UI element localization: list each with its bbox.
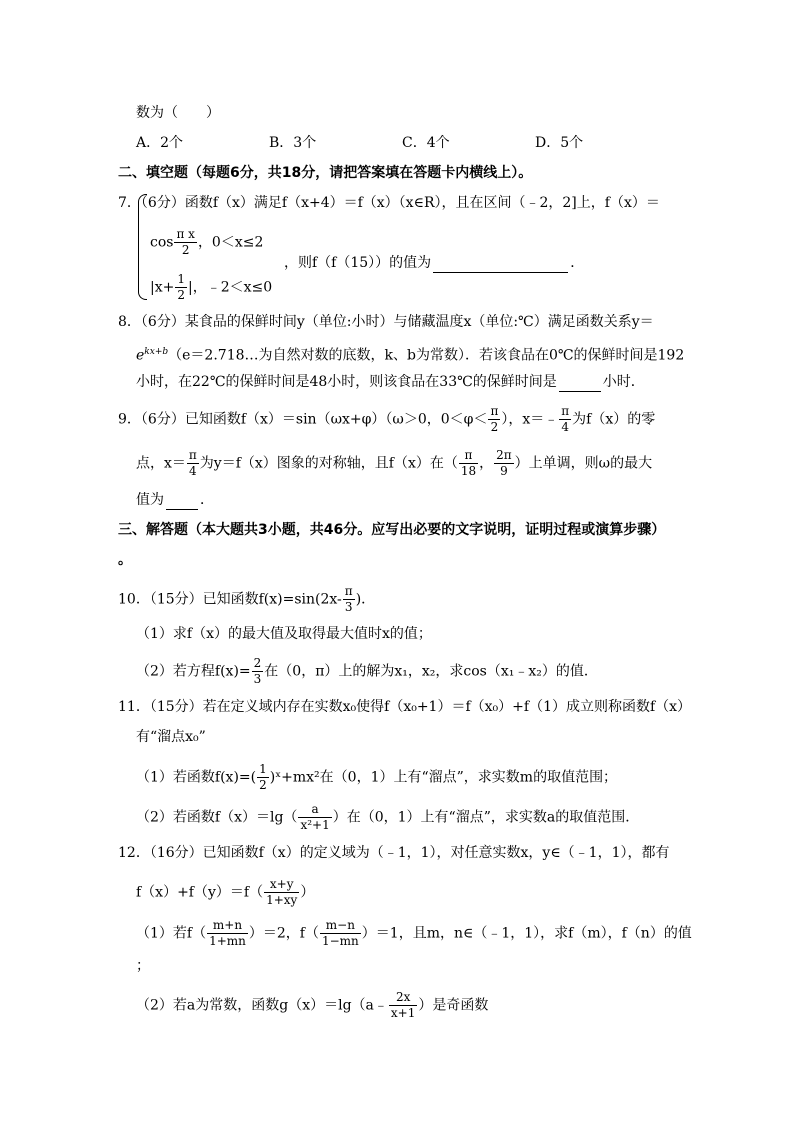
q7-answer-blank[interactable] (433, 258, 568, 273)
option-a: A．2个 (136, 135, 184, 151)
q12-line1: 12．（16分）已知函数f（x）的定义域为（﹣1，1），对任意实数x，y∈（﹣1，1），都有 (118, 845, 670, 861)
q10-sub1: （1）求f（x）的最大值及取得最大值时x的值； (136, 626, 432, 642)
q12-sub1-end: ； (136, 958, 150, 974)
q10-sub2: （2）若方程f(x)= $\frac{2}{3}$ 在（0，π）上的解为x₁，x₂，求cos（x₁﹣x₂）的值． (136, 656, 598, 686)
q7-tail: ，则f（f（15））的值为 ． (284, 255, 585, 271)
q9-line3: 值为 ． (136, 492, 214, 508)
q9-line2: 点，x＝ $\frac{\pi}{4}$ 为y＝f（x）图象的对称轴，且f（x）在（ $\frac{\pi}{18}$ ， $\frac{2\pi}{9}$ ）上单调，则ω的最大 (136, 448, 653, 478)
q7-case2: |x+ $\frac{1}{2}$ |，﹣2＜x≤0 (150, 272, 273, 302)
section-2-title: 二、填空题（每题6分，共18分，请把答案填在答题卡内横线上）。 (118, 165, 533, 181)
q7-case1: cos $\frac{\text{π x}}{2}$ ，0＜x≤2 (150, 227, 264, 257)
option-b: B．3个 (269, 135, 317, 151)
q11-sub2: （2）若函数f（x）＝lg（ $\frac{a}{\text{x²+1}}$ ）在（0，1）上有“溜点”，求实数a的取值范围． (136, 802, 640, 832)
q8-line1: 8．（6分）某食品的保鲜时间y（单位:小时）与储藏温度x（单位:℃）满足函数关系y＝ (118, 314, 654, 330)
q6-options (136, 133, 668, 153)
q11-line2: 有“溜点x₀” (136, 729, 206, 745)
q7-brace (138, 194, 147, 300)
q8-answer-blank[interactable] (559, 377, 601, 392)
q6-tail: 数为（ ） (136, 105, 220, 121)
q7-line1: 7．（6分）函数f（x）满足f（x+4）＝f（x）（x∈R），且在区间（﹣2，2]上，f（x）＝ (118, 195, 660, 211)
q11-sub1: （1）若函数f(x)=( $\frac{1}{2}$ )ˣ+mx²在（0，1）上有“溜点”，求实数m的取值范围； (136, 762, 618, 792)
q12-line2: f（x）+f（y）＝f（ $\frac{x+y}{1+xy}$ ） (136, 877, 315, 907)
q8-line2: $e^{kx+b}(e=2.718\dots$为自然对数的底数，k、b为常数）．若该食品在0℃的保鲜时间是192 (136, 347, 685, 364)
q11-line1: 11．（15分）若在定义域内存在实数x₀使得f（x₀+1）＝f（x₀）+f（1）成立则称函数f（x） (118, 699, 692, 715)
section-3-title-end: 。 (118, 552, 132, 568)
q12-sub2: （2）若a为常数，函数g（x）＝lg（a﹣ $\frac{2x}{x+1}$ ）是奇函数 (136, 990, 489, 1020)
option-c: C．4个 (402, 135, 450, 151)
section-3-title: 三、解答题（本大题共3小题，共46分。应写出必要的文字说明，证明过程或演算步骤） (118, 522, 666, 538)
option-d: D．5个 (535, 135, 584, 151)
q12-sub1: （1）若f（ $\frac{m+n}{1+mn}$ ）＝2，f（ $\frac{m-n}{1-mn}$ ）＝1，且m，n∈（﹣1，1），求f（m），f（n）的值 (136, 918, 692, 948)
q10-line1: 10．（15分）已知函数f(x)=sin(2x- $\frac{\pi}{3}$ )． (118, 584, 376, 614)
q9-answer-blank[interactable] (166, 495, 198, 510)
q9-line1: 9．（6分）已知函数f（x）＝sin（ωx+φ）（ω＞0，0＜φ＜ $\frac{\pi}{2}$ ），x＝﹣ $\frac{\pi}{4}$ 为f（x）的零 (118, 404, 656, 434)
q8-line3: 小时，在22℃的保鲜时间是48小时，则该食品在33℃的保鲜时间是 小时． (136, 374, 645, 390)
